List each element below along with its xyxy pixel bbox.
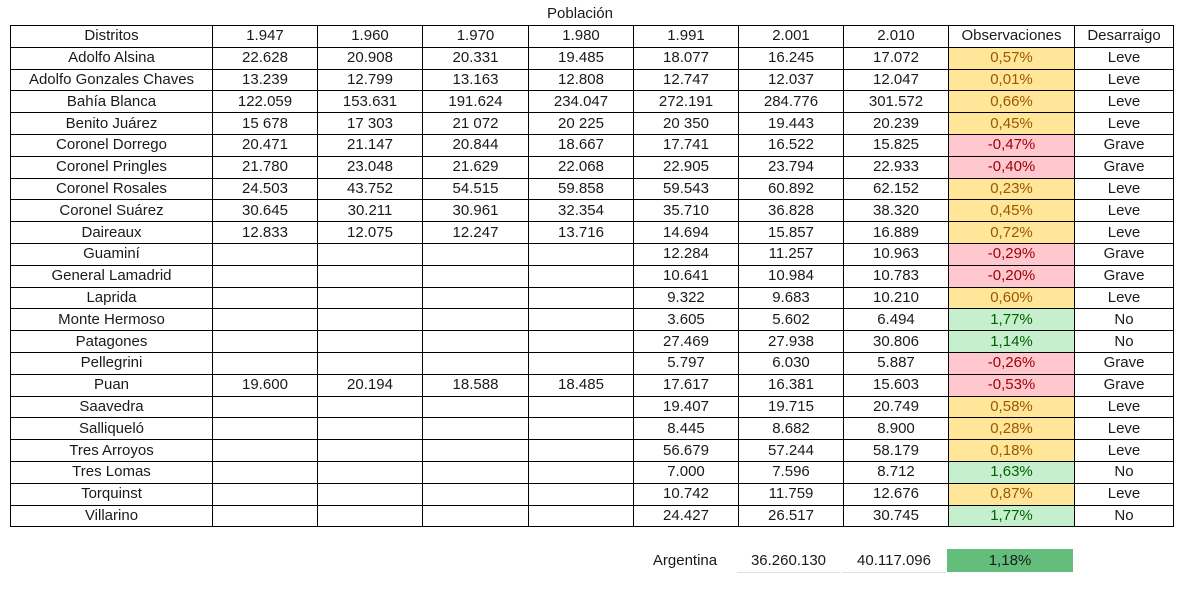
population-cell: 10.210 <box>844 287 949 309</box>
observaciones-cell: 0,66% <box>949 91 1075 113</box>
district-name-cell: Adolfo Gonzales Chaves <box>11 69 213 91</box>
population-cell: 12.808 <box>529 69 634 91</box>
header-row <box>11 26 1174 48</box>
summary-value-2001: 36.260.130 <box>737 549 840 573</box>
population-cell: 12.284 <box>634 243 739 265</box>
population-cell: 15.603 <box>844 374 949 396</box>
observaciones-cell: -0,26% <box>949 352 1075 374</box>
population-cell <box>529 418 634 440</box>
population-cell <box>529 440 634 462</box>
district-name-cell: Salliqueló <box>11 418 213 440</box>
population-cell <box>213 505 318 527</box>
population-cell <box>213 461 318 483</box>
population-cell: 10.641 <box>634 265 739 287</box>
table-row <box>11 91 1174 113</box>
desarraigo-cell: Leve <box>1075 440 1174 462</box>
desarraigo-cell: Grave <box>1075 156 1174 178</box>
population-cell <box>423 505 529 527</box>
observaciones-cell: -0,53% <box>949 374 1075 396</box>
header-cell: 1.960 <box>318 26 423 48</box>
population-table <box>10 25 1174 527</box>
population-cell <box>318 418 423 440</box>
header-cell: 1.947 <box>213 26 318 48</box>
population-cell: 30.806 <box>844 331 949 353</box>
header-cell: 1.991 <box>634 26 739 48</box>
observaciones-cell: 0,01% <box>949 69 1075 91</box>
header-cell: 2.001 <box>739 26 844 48</box>
population-cell: 19.715 <box>739 396 844 418</box>
population-cell: 20.908 <box>318 47 423 69</box>
population-cell: 20.331 <box>423 47 529 69</box>
table-row <box>11 309 1174 331</box>
population-cell: 12.676 <box>844 483 949 505</box>
population-cell: 21.780 <box>213 156 318 178</box>
desarraigo-cell: Leve <box>1075 200 1174 222</box>
desarraigo-cell: Leve <box>1075 91 1174 113</box>
population-cell: 12.833 <box>213 222 318 244</box>
population-cell <box>423 331 529 353</box>
population-cell: 20 350 <box>634 113 739 135</box>
population-cell: 22.628 <box>213 47 318 69</box>
population-cell: 7.000 <box>634 461 739 483</box>
table-row <box>11 440 1174 462</box>
population-cell: 54.515 <box>423 178 529 200</box>
population-cell: 191.624 <box>423 91 529 113</box>
desarraigo-cell: No <box>1075 309 1174 331</box>
population-cell <box>423 309 529 331</box>
population-cell <box>423 352 529 374</box>
population-cell <box>213 352 318 374</box>
population-cell <box>213 331 318 353</box>
population-cell: 19.485 <box>529 47 634 69</box>
header-cell: Distritos <box>11 26 213 48</box>
population-cell: 13.239 <box>213 69 318 91</box>
population-cell: 60.892 <box>739 178 844 200</box>
population-cell: 6.030 <box>739 352 844 374</box>
population-cell: 10.963 <box>844 243 949 265</box>
population-cell <box>529 243 634 265</box>
population-cell: 9.322 <box>634 287 739 309</box>
population-cell: 8.445 <box>634 418 739 440</box>
observaciones-cell: 0,28% <box>949 418 1075 440</box>
observaciones-cell: 0,23% <box>949 178 1075 200</box>
header-cell: Desarraigo <box>1075 26 1174 48</box>
desarraigo-cell: No <box>1075 505 1174 527</box>
desarraigo-cell: Leve <box>1075 69 1174 91</box>
district-name-cell: Daireaux <box>11 222 213 244</box>
population-cell: 30.211 <box>318 200 423 222</box>
population-cell: 56.679 <box>634 440 739 462</box>
population-cell: 12.799 <box>318 69 423 91</box>
population-cell: 15.825 <box>844 134 949 156</box>
desarraigo-cell: Leve <box>1075 418 1174 440</box>
population-cell: 20.844 <box>423 134 529 156</box>
observaciones-cell: 1,63% <box>949 461 1075 483</box>
population-cell: 19.443 <box>739 113 844 135</box>
district-name-cell: Laprida <box>11 287 213 309</box>
population-cell <box>318 396 423 418</box>
desarraigo-cell: No <box>1075 331 1174 353</box>
desarraigo-cell: Grave <box>1075 243 1174 265</box>
district-name-cell: General Lamadrid <box>11 265 213 287</box>
observaciones-cell: 0,45% <box>949 113 1075 135</box>
table-row <box>11 265 1174 287</box>
population-cell: 13.163 <box>423 69 529 91</box>
table-row <box>11 396 1174 418</box>
observaciones-cell: 0,72% <box>949 222 1075 244</box>
population-cell <box>529 287 634 309</box>
population-cell <box>318 309 423 331</box>
population-cell: 20.749 <box>844 396 949 418</box>
population-cell: 16.522 <box>739 134 844 156</box>
population-cell: 234.047 <box>529 91 634 113</box>
population-cell: 9.683 <box>739 287 844 309</box>
desarraigo-cell: Grave <box>1075 374 1174 396</box>
desarraigo-cell: Grave <box>1075 352 1174 374</box>
district-name-cell: Bahía Blanca <box>11 91 213 113</box>
population-cell: 21.147 <box>318 134 423 156</box>
population-cell: 38.320 <box>844 200 949 222</box>
observaciones-cell: 1,77% <box>949 309 1075 331</box>
population-cell: 21.629 <box>423 156 529 178</box>
population-cell: 27.938 <box>739 331 844 353</box>
district-name-cell: Tres Lomas <box>11 461 213 483</box>
desarraigo-cell: Leve <box>1075 178 1174 200</box>
population-cell: 5.797 <box>634 352 739 374</box>
population-cell: 12.747 <box>634 69 739 91</box>
table-row <box>11 200 1174 222</box>
population-cell <box>318 461 423 483</box>
district-name-cell: Guaminí <box>11 243 213 265</box>
observaciones-cell: -0,20% <box>949 265 1075 287</box>
population-cell: 19.407 <box>634 396 739 418</box>
population-cell <box>213 440 318 462</box>
population-cell <box>213 243 318 265</box>
district-name-cell: Saavedra <box>11 396 213 418</box>
population-cell: 12.047 <box>844 69 949 91</box>
population-cell <box>423 483 529 505</box>
population-cell <box>529 265 634 287</box>
population-cell: 17.617 <box>634 374 739 396</box>
population-cell: 11.257 <box>739 243 844 265</box>
population-cell: 20.194 <box>318 374 423 396</box>
population-cell: 26.517 <box>739 505 844 527</box>
table-row <box>11 418 1174 440</box>
population-cell <box>213 309 318 331</box>
district-name-cell: Coronel Suárez <box>11 200 213 222</box>
table-row <box>11 156 1174 178</box>
desarraigo-cell: Grave <box>1075 134 1174 156</box>
observaciones-cell: 1,14% <box>949 331 1075 353</box>
population-cell: 17 303 <box>318 113 423 135</box>
population-cell: 58.179 <box>844 440 949 462</box>
population-cell: 27.469 <box>634 331 739 353</box>
table-row <box>11 113 1174 135</box>
population-cell <box>213 287 318 309</box>
population-cell <box>213 396 318 418</box>
population-cell: 14.694 <box>634 222 739 244</box>
population-cell <box>423 287 529 309</box>
population-cell: 59.858 <box>529 178 634 200</box>
population-cell: 12.075 <box>318 222 423 244</box>
population-cell: 153.631 <box>318 91 423 113</box>
table-row <box>11 47 1174 69</box>
population-cell: 8.682 <box>739 418 844 440</box>
district-name-cell: Coronel Pringles <box>11 156 213 178</box>
population-cell: 30.645 <box>213 200 318 222</box>
population-cell: 36.828 <box>739 200 844 222</box>
population-cell: 18.588 <box>423 374 529 396</box>
population-cell <box>423 243 529 265</box>
population-cell: 19.600 <box>213 374 318 396</box>
population-cell: 10.984 <box>739 265 844 287</box>
population-cell <box>423 461 529 483</box>
population-cell <box>423 418 529 440</box>
desarraigo-cell: Leve <box>1075 113 1174 135</box>
population-cell: 15 678 <box>213 113 318 135</box>
population-cell: 301.572 <box>844 91 949 113</box>
population-cell: 6.494 <box>844 309 949 331</box>
table-row <box>11 483 1174 505</box>
table-title: Población <box>547 5 613 22</box>
district-name-cell: Benito Juárez <box>11 113 213 135</box>
district-name-cell: Torquinst <box>11 483 213 505</box>
population-cell <box>318 352 423 374</box>
desarraigo-cell: Leve <box>1075 287 1174 309</box>
population-cell <box>529 461 634 483</box>
population-cell: 30.745 <box>844 505 949 527</box>
population-cell: 13.716 <box>529 222 634 244</box>
population-cell <box>318 440 423 462</box>
population-cell: 5.602 <box>739 309 844 331</box>
population-cell: 20 225 <box>529 113 634 135</box>
district-name-cell: Villarino <box>11 505 213 527</box>
table-row <box>11 505 1174 527</box>
table-body <box>11 47 1174 527</box>
district-name-cell: Adolfo Alsina <box>11 47 213 69</box>
summary-percentage: 1,18% <box>947 549 1073 572</box>
population-cell: 10.783 <box>844 265 949 287</box>
population-cell: 24.427 <box>634 505 739 527</box>
header-cell: 1.980 <box>529 26 634 48</box>
population-cell: 35.710 <box>634 200 739 222</box>
table-row <box>11 222 1174 244</box>
desarraigo-cell: Leve <box>1075 47 1174 69</box>
population-cell: 5.887 <box>844 352 949 374</box>
population-cell: 12.037 <box>739 69 844 91</box>
population-cell: 43.752 <box>318 178 423 200</box>
table-row <box>11 243 1174 265</box>
table-row <box>11 69 1174 91</box>
population-cell: 17.741 <box>634 134 739 156</box>
table-row <box>11 374 1174 396</box>
population-cell: 272.191 <box>634 91 739 113</box>
population-cell: 16.889 <box>844 222 949 244</box>
observaciones-cell: 0,45% <box>949 200 1075 222</box>
population-cell: 284.776 <box>739 91 844 113</box>
population-cell: 57.244 <box>739 440 844 462</box>
population-cell <box>423 440 529 462</box>
population-cell: 16.381 <box>739 374 844 396</box>
population-cell: 16.245 <box>739 47 844 69</box>
population-cell: 18.077 <box>634 47 739 69</box>
population-cell <box>318 483 423 505</box>
population-cell <box>529 331 634 353</box>
population-cell: 32.354 <box>529 200 634 222</box>
desarraigo-cell: No <box>1075 461 1174 483</box>
table-row <box>11 134 1174 156</box>
population-cell: 10.742 <box>634 483 739 505</box>
desarraigo-cell: Leve <box>1075 396 1174 418</box>
observaciones-cell: 0,57% <box>949 47 1075 69</box>
observaciones-cell: 0,18% <box>949 440 1075 462</box>
district-name-cell: Patagones <box>11 331 213 353</box>
table-row <box>11 352 1174 374</box>
district-name-cell: Tres Arroyos <box>11 440 213 462</box>
population-cell: 20.471 <box>213 134 318 156</box>
population-cell: 8.900 <box>844 418 949 440</box>
table-row <box>11 287 1174 309</box>
summary-value-2010: 40.117.096 <box>842 549 946 573</box>
population-cell: 30.961 <box>423 200 529 222</box>
observaciones-cell: 0,87% <box>949 483 1075 505</box>
table-row <box>11 461 1174 483</box>
population-cell <box>423 265 529 287</box>
observaciones-cell: 1,77% <box>949 505 1075 527</box>
population-cell: 21 072 <box>423 113 529 135</box>
population-cell: 8.712 <box>844 461 949 483</box>
table-row <box>11 331 1174 353</box>
summary-label: Argentina <box>652 552 718 569</box>
desarraigo-cell: Leve <box>1075 483 1174 505</box>
population-cell: 3.605 <box>634 309 739 331</box>
population-cell <box>318 243 423 265</box>
observaciones-cell: 0,58% <box>949 396 1075 418</box>
district-name-cell: Coronel Rosales <box>11 178 213 200</box>
population-cell: 22.933 <box>844 156 949 178</box>
population-cell <box>318 505 423 527</box>
population-cell <box>423 396 529 418</box>
population-cell <box>529 396 634 418</box>
observaciones-cell: -0,47% <box>949 134 1075 156</box>
population-cell: 59.543 <box>634 178 739 200</box>
district-name-cell: Monte Hermoso <box>11 309 213 331</box>
observaciones-cell: -0,29% <box>949 243 1075 265</box>
population-cell: 17.072 <box>844 47 949 69</box>
population-cell: 7.596 <box>739 461 844 483</box>
district-name-cell: Pellegrini <box>11 352 213 374</box>
population-cell <box>529 309 634 331</box>
district-name-cell: Puan <box>11 374 213 396</box>
population-cell: 62.152 <box>844 178 949 200</box>
population-cell: 12.247 <box>423 222 529 244</box>
table-row <box>11 178 1174 200</box>
population-cell: 24.503 <box>213 178 318 200</box>
header-cell: Observaciones <box>949 26 1075 48</box>
population-cell: 122.059 <box>213 91 318 113</box>
population-cell <box>529 352 634 374</box>
population-cell: 23.794 <box>739 156 844 178</box>
population-cell <box>318 287 423 309</box>
observaciones-cell: 0,60% <box>949 287 1075 309</box>
district-name-cell: Coronel Dorrego <box>11 134 213 156</box>
desarraigo-cell: Leve <box>1075 222 1174 244</box>
population-cell: 22.068 <box>529 156 634 178</box>
population-cell <box>318 265 423 287</box>
header-cell: 2.010 <box>844 26 949 48</box>
population-cell: 18.485 <box>529 374 634 396</box>
population-cell <box>213 265 318 287</box>
population-cell <box>213 483 318 505</box>
population-cell: 11.759 <box>739 483 844 505</box>
population-cell: 15.857 <box>739 222 844 244</box>
population-cell: 22.905 <box>634 156 739 178</box>
population-cell: 18.667 <box>529 134 634 156</box>
population-cell: 20.239 <box>844 113 949 135</box>
desarraigo-cell: Grave <box>1075 265 1174 287</box>
population-cell <box>213 418 318 440</box>
population-cell: 23.048 <box>318 156 423 178</box>
population-cell <box>529 505 634 527</box>
observaciones-cell: -0,40% <box>949 156 1075 178</box>
population-cell <box>318 331 423 353</box>
population-cell <box>529 483 634 505</box>
header-cell: 1.970 <box>423 26 529 48</box>
